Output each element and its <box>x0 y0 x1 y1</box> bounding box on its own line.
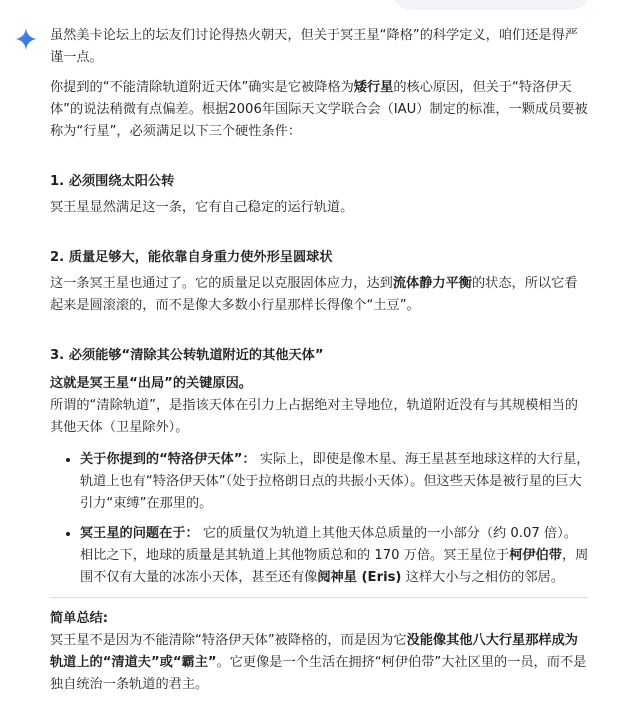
text-run: 它的质量仅为轨道上其他天体总质量的一小部分（约 0.07 倍）。相比之下，地球的质量是其轨道上其他物质总和的 170 万倍。冥王星位于 <box>80 526 577 563</box>
summary-body <box>50 630 590 696</box>
criterion-1-body <box>50 197 590 219</box>
text-run: 这一条冥王星也通过了。它的质量足以克服固体应力，达到 <box>50 276 393 291</box>
bold-text: 没能像其他八大行星那样成为轨道上的“清道夫”或“霸主” <box>50 633 578 670</box>
text-run: 你提到的“不能清除轨道附近天体”确实是它被降格为 <box>50 80 354 95</box>
criterion-3-bullets <box>50 449 590 589</box>
text-run: 。它更像是一个生活在拥挤“柯伊伯带”大社区里的一员，而不是独自统治一条轨道的君主。 <box>50 655 587 692</box>
context-paragraph <box>50 77 590 143</box>
text-run: 冥王星显然满足这一条，它有自己稳定的运行轨道。 <box>50 200 354 215</box>
bold-text: 柯伊伯带 <box>509 548 562 563</box>
criterion-3-subheading: 这就是冥王星“出局”的关键原因。 <box>50 376 252 391</box>
text-run: 所谓的“清除轨道”，是指该天体在引力上占据绝对主导地位，轨道附近没有与其规模相当的其他天体（卫星除外）。 <box>50 398 578 435</box>
criterion-2 <box>50 247 590 317</box>
previous-message-bubble <box>392 0 590 10</box>
bold-text: 流体静力平衡 <box>392 276 472 291</box>
criterion-1-heading: 1. 必须围绕太阳公转 <box>50 174 175 189</box>
gemini-spark-icon <box>14 27 38 51</box>
text-run: 这样大小与之相仿的邻居。 <box>401 570 564 585</box>
criterion-3-body <box>50 395 590 439</box>
criterion-2-heading: 2. 质量足够大，能依靠自身重力使外形呈圆球状 <box>50 250 333 265</box>
criterion-3 <box>50 345 590 589</box>
bold-text: 关于你提到的“特洛伊天体”： <box>80 452 256 467</box>
bullet-trojan <box>80 449 590 515</box>
criterion-1 <box>50 171 590 219</box>
text-run: 的状态，所以它看起来是圆滚滚的，而不是像大多数小行星那样长得像个“土豆”。 <box>50 276 578 313</box>
bullet-pluto-problem <box>80 523 590 589</box>
criterion-3-heading: 3. 必须能够“清除其公转轨道附近的其他天体” <box>50 348 324 363</box>
text-run: 冥王星不是因为不能清除“特洛伊天体”被降格的，而是因为它 <box>50 633 407 648</box>
divider <box>50 597 588 598</box>
summary-heading: 简单总结: <box>50 611 109 626</box>
bold-text: 冥王星的问题在于： <box>80 526 199 541</box>
intro-paragraph: 虽然美卡论坛上的坛友们讨论得热火朝天，但关于冥王星“降格”的科学定义，咱们还是得严谨一点。 <box>50 28 578 65</box>
text-run: ，周围不仅有大量的冰冻小天体，甚至还有像 <box>80 548 589 585</box>
text-run: 的核心原因，但关于“特洛伊天体”的说法稍微有点偏差。根据2006年国际天文学联合会（IAU）制定的标准，一颗成员要被称为“行星”，必须满足以下三个硬性条件： <box>50 80 588 139</box>
assistant-response <box>50 25 590 696</box>
bold-text: 矮行星 <box>353 80 394 95</box>
criterion-2-body <box>50 273 590 317</box>
bold-text: 阋神星 (Eris) <box>317 570 402 585</box>
text-run: 实际上，即使是像木星、海王星甚至地球这样的大行星，轨道上也有“特洛伊天体”（处于拉格朗日点的共振小天体）。但这些天体是被行星的巨大引力“束缚”在那里的。 <box>80 452 590 511</box>
